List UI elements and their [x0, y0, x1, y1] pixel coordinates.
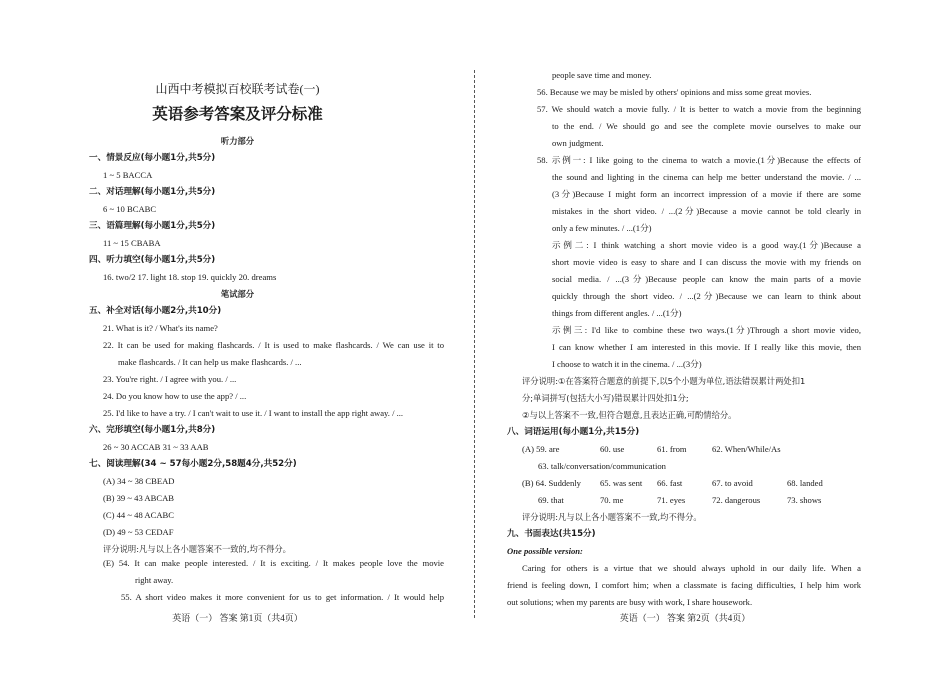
section8-heading: 八、词语运用(每小题1分,共15分)	[507, 427, 640, 437]
answer-58-line8: social media. / ...(3分)Because people can know the main parts of a movie	[552, 274, 861, 284]
answer-58-line7: short movie video is easy to share and I can discuss the movie with my friends on	[552, 257, 861, 267]
section8-a-item: (A) 59. are	[522, 444, 560, 454]
section8-a-item: 62. When/While/As	[712, 444, 781, 454]
section7-scoring-note-1: 评分说明:①在答案符合题意的前提下,以5个小题为单位,语法错误累计两处扣1	[522, 376, 806, 386]
section8-b-item: 65. was sent	[600, 478, 643, 488]
page-footer: 英语（一） 答案 第2页（共4页）	[619, 613, 751, 623]
section7-part-a: (A) 34 ~ 38 CBEAD	[103, 476, 175, 486]
sample-version-label: One possible version:	[507, 546, 583, 556]
section7-scoring-note: 评分说明:凡与以上各小题答案不一致的,均不得分。	[103, 544, 291, 554]
answer-58-line6: 示例二: I think watching a short movie video is a good way.(1分)Because a	[552, 240, 861, 250]
section2-heading: 二、对话理解(每小题1分,共5分)	[89, 187, 216, 197]
answer-54-line2: right away.	[135, 575, 174, 585]
section8-b-item: (B) 64. Suddenly	[522, 478, 581, 488]
answer-58-line5: only a few minutes. / ...(1分)	[552, 223, 652, 233]
section8-b-item: 66. fast	[657, 478, 683, 488]
answer-56: 56. Because we may be misled by others' opinions and miss some great movies.	[537, 87, 812, 97]
answer-23: 23. You're right. / I agree with you. / ...	[103, 374, 237, 384]
essay-line3: out solutions; when my parents are busy with work, I share housework.	[507, 597, 753, 607]
section8-scoring-note: 评分说明:凡与以上各小题答案不一致,均不得分。	[522, 512, 702, 522]
section7-part-c: (C) 44 ~ 48 ACABC	[103, 510, 175, 520]
answer-57-line1: 57. We should watch a movie fully. / It is better to watch a movie from the beginning	[537, 104, 861, 114]
page-footer: 英语（一） 答案 第1页（共4页）	[172, 613, 303, 623]
answer-55-line2: people save time and money.	[552, 70, 652, 80]
answer-58-line13: I choose to watch it in the cinema. / ...(3分)	[552, 359, 702, 369]
section8-b-item: 70. me	[600, 495, 624, 505]
answer-22-line2: make flashcards. / It can help us make flashcards. / ...	[118, 357, 302, 367]
section8-b-item: 69. that	[538, 495, 564, 505]
section7-scoring-note-3: ②与以上答案不一致,但符合题意,且表达正确,可酌情给分。	[522, 410, 737, 420]
written-heading: 笔试部分	[220, 289, 255, 299]
answer-58-line12: I can know whether I am interested in this movie. If I really like this movie, then	[552, 342, 861, 352]
answer-58-line2: the sound and lighting in the cinema can help me better understand the movie. / ...	[552, 172, 861, 182]
answer-page-2	[475, 0, 950, 673]
section9-heading: 九、书面表达(共15分)	[507, 529, 596, 539]
section8-a-item: 61. from	[657, 444, 687, 454]
section7-scoring-note-2: 分;单词拼写(包括大小写)错误累计四处扣1分;	[522, 393, 689, 403]
answer-55-line1: 55. A short video makes it more convenient for us to get information. / It would help	[121, 592, 444, 602]
section3-heading: 三、语篇理解(每小题1分,共5分)	[89, 221, 216, 231]
essay-line2: friend is feeling down, I comfort him; when a classmate is facing difficulties, I help him work	[507, 580, 861, 590]
answer-21: 21. What is it? / What's its name?	[103, 323, 218, 333]
answer-57-line2: to the end. / We should go and see the complete movie ourselves to make our	[552, 121, 861, 131]
answer-58-line1: 58. 示例一: I like going to the cinema to watch a movie.(1分)Because the effects of	[537, 155, 861, 165]
answer-58-line9: quickly through the short video. / ...(2分)Because we can learn to think about	[552, 291, 861, 301]
section7-heading: 七、阅读理解(34 ~ 57每小题2分,58题4分,共52分)	[89, 459, 297, 469]
section7-part-d: (D) 49 ~ 53 CEDAF	[103, 527, 174, 537]
answer-25: 25. I'd like to have a try. / I can't wait to use it. / I want to install the app right away. / ...	[103, 408, 404, 418]
section8-b-item: 72. dangerous	[712, 495, 761, 505]
section8-b-item: 67. to avoid	[712, 478, 753, 488]
answer-58-line11: 示例三: I'd like to combine these two ways.(1分)Through a short movie video,	[552, 325, 861, 335]
listening-heading: 听力部分	[220, 136, 255, 146]
section1-answer: 1 ~ 5 BACCA	[103, 170, 153, 180]
section5-heading: 五、补全对话(每小题2分,共10分)	[89, 306, 222, 316]
section8-b-item: 68. landed	[787, 478, 823, 488]
answer-58-line4: mistakes in the short video. / ...(2分)Because a movie cannot be told clearly in	[552, 206, 861, 216]
section1-heading: 一、情景反应(每小题1分,共5分)	[89, 153, 216, 163]
answer-24: 24. Do you know how to use the app? / ...	[103, 391, 247, 401]
section6-answer: 26 ~ 30 ACCAB 31 ~ 33 AAB	[103, 442, 209, 452]
section8-b-item: 71. eyes	[657, 495, 686, 505]
essay-line1: Caring for others is a virtue that we should always uphold in our daily life. When a	[522, 563, 861, 573]
section8-b-item: 73. shows	[787, 495, 822, 505]
section8-a-item: 60. use	[600, 444, 625, 454]
section3-answer: 11 ~ 15 CBABA	[103, 238, 161, 248]
section7-part-b: (B) 39 ~ 43 ABCAB	[103, 493, 175, 503]
section2-answer: 6 ~ 10 BCABC	[103, 204, 157, 214]
page-title: 英语参考答案及评分标准	[152, 105, 323, 123]
answer-58-line3: (3分)Because I might form an incorrect impression of a movie if there are some	[552, 189, 861, 199]
answer-54-line1: (E) 54. It can make people interested. / It is exciting. / It makes people love the movie	[103, 558, 444, 568]
section4-heading: 四、听力填空(每小题1分,共5分)	[89, 255, 216, 265]
section8-a-item: 63. talk/conversation/communication	[538, 461, 666, 471]
answer-57-line3: own judgment.	[552, 138, 604, 148]
section6-heading: 六、完形填空(每小题1分,共8分)	[89, 425, 216, 435]
section4-answer: 16. two/2 17. light 18. stop 19. quickly 20. dreams	[103, 272, 277, 282]
exam-title: 山西中考模拟百校联考试卷(一)	[155, 82, 320, 96]
answer-58-line10: things from different angles. / ...(1分)	[552, 308, 682, 318]
answer-22-line1: 22. It can be used for making flashcards. / It is used to make flashcards. / We can use it to	[103, 340, 444, 350]
